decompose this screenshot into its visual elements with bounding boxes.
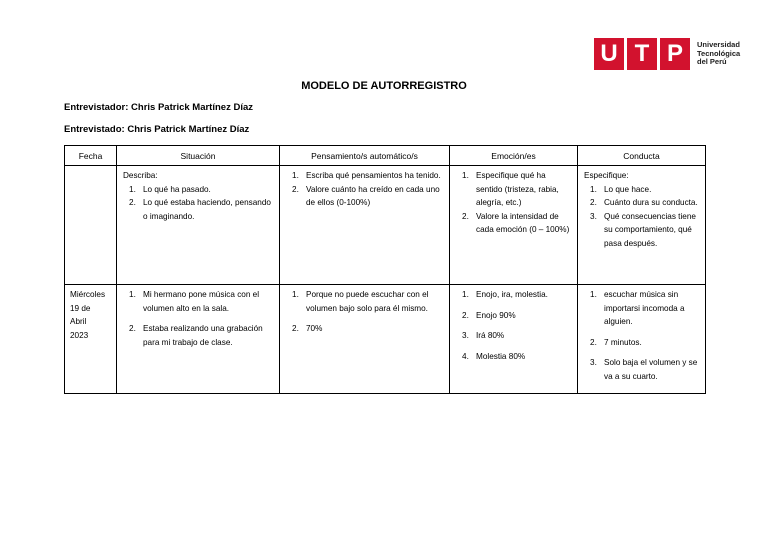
entrevistado-line: Entrevistado: Chris Patrick Martínez Díaz	[64, 124, 250, 135]
list-item: Enojo 90%	[476, 310, 516, 320]
list-item: Lo qué ha pasado.	[143, 184, 211, 194]
list-item: Estaba realizando una grabación para mi trabajo de clase.	[143, 324, 263, 347]
entry-emocion-cell	[450, 285, 578, 394]
entrevistador-line: Entrevistador: Chris Patrick Martínez Díaz	[64, 102, 253, 113]
list-item: Lo que hace.	[604, 184, 652, 194]
list-item: Valore cuánto ha creído en cada uno de ellos (0-100%)	[306, 184, 440, 207]
list-item: 70%	[306, 324, 323, 333]
header-pensamiento: Pensamiento/s automático/s	[280, 146, 450, 166]
fecha-line: Abril	[70, 317, 87, 326]
header-row	[65, 146, 706, 166]
entry-situacion-cell	[117, 285, 280, 394]
autorregistro-table	[64, 145, 706, 394]
fecha-line: Miércoles	[70, 290, 106, 299]
list-item: Qué consecuencias tiene su comportamiento, qué pasa después.	[604, 211, 696, 248]
list-item: escuchar música sin importarsi incomoda a alguien.	[604, 290, 685, 326]
conducta-lead: Especifique:	[584, 171, 629, 180]
logo-letter-u: U	[594, 38, 624, 70]
instructions-emocion-cell	[450, 166, 578, 285]
logo-line-2: Tecnológica	[697, 48, 741, 58]
instructions-fecha-cell	[65, 166, 117, 285]
list-item: Especifique qué ha sentido (tristeza, rabia, alegría, etc.)	[476, 171, 559, 207]
logo-letter-p: P	[660, 38, 690, 70]
list-item: Molestia 80%	[476, 351, 526, 361]
list-item: Irá 80%	[476, 331, 505, 340]
entry-conducta-cell	[578, 285, 706, 394]
instructions-conducta-cell	[578, 166, 706, 285]
situacion-lead: Describa:	[123, 171, 158, 180]
utp-logo	[594, 38, 740, 70]
entry-pensamiento-cell	[280, 285, 450, 394]
list-item: Escriba qué pensamientos ha tenido.	[306, 171, 441, 180]
document-title: MODELO DE AUTORREGISTRO	[301, 80, 467, 92]
list-item: Valore la intensidad de cada emoción (0 – 100%)	[476, 211, 570, 234]
instructions-row	[65, 166, 706, 285]
list-item: Porque no puede escuchar con el volumen bajo solo para él mismo.	[306, 290, 429, 313]
entry-row	[65, 285, 706, 394]
logo-letter-t: T	[627, 38, 657, 70]
logo-text	[697, 41, 740, 67]
header-situacion: Situación	[117, 146, 280, 166]
logo-line-3: del Perú	[697, 57, 727, 67]
list-item: Cuánto dura su conducta.	[604, 198, 698, 207]
header-conducta: Conducta	[578, 146, 706, 166]
fecha-line: 19 de	[70, 303, 91, 313]
entry-fecha-cell	[65, 285, 117, 394]
list-item: Solo baja el volumen y se va a su cuarto.	[604, 358, 698, 381]
logo-line-1: Universidad	[697, 40, 740, 50]
header-emocion: Emoción/es	[450, 146, 578, 166]
list-item: Mi hermano pone música con el volumen alto en la sala.	[143, 290, 260, 313]
instructions-situacion-cell	[117, 166, 280, 285]
instructions-pensamiento-cell	[280, 166, 450, 285]
list-item: Enojo, ira, molestia.	[476, 290, 548, 299]
list-item: 7 minutos.	[604, 337, 642, 347]
fecha-line: 2023	[70, 330, 89, 340]
list-item: Lo qué estaba haciendo, pensando o imaginando.	[143, 198, 271, 221]
header-fecha: Fecha	[65, 146, 117, 166]
